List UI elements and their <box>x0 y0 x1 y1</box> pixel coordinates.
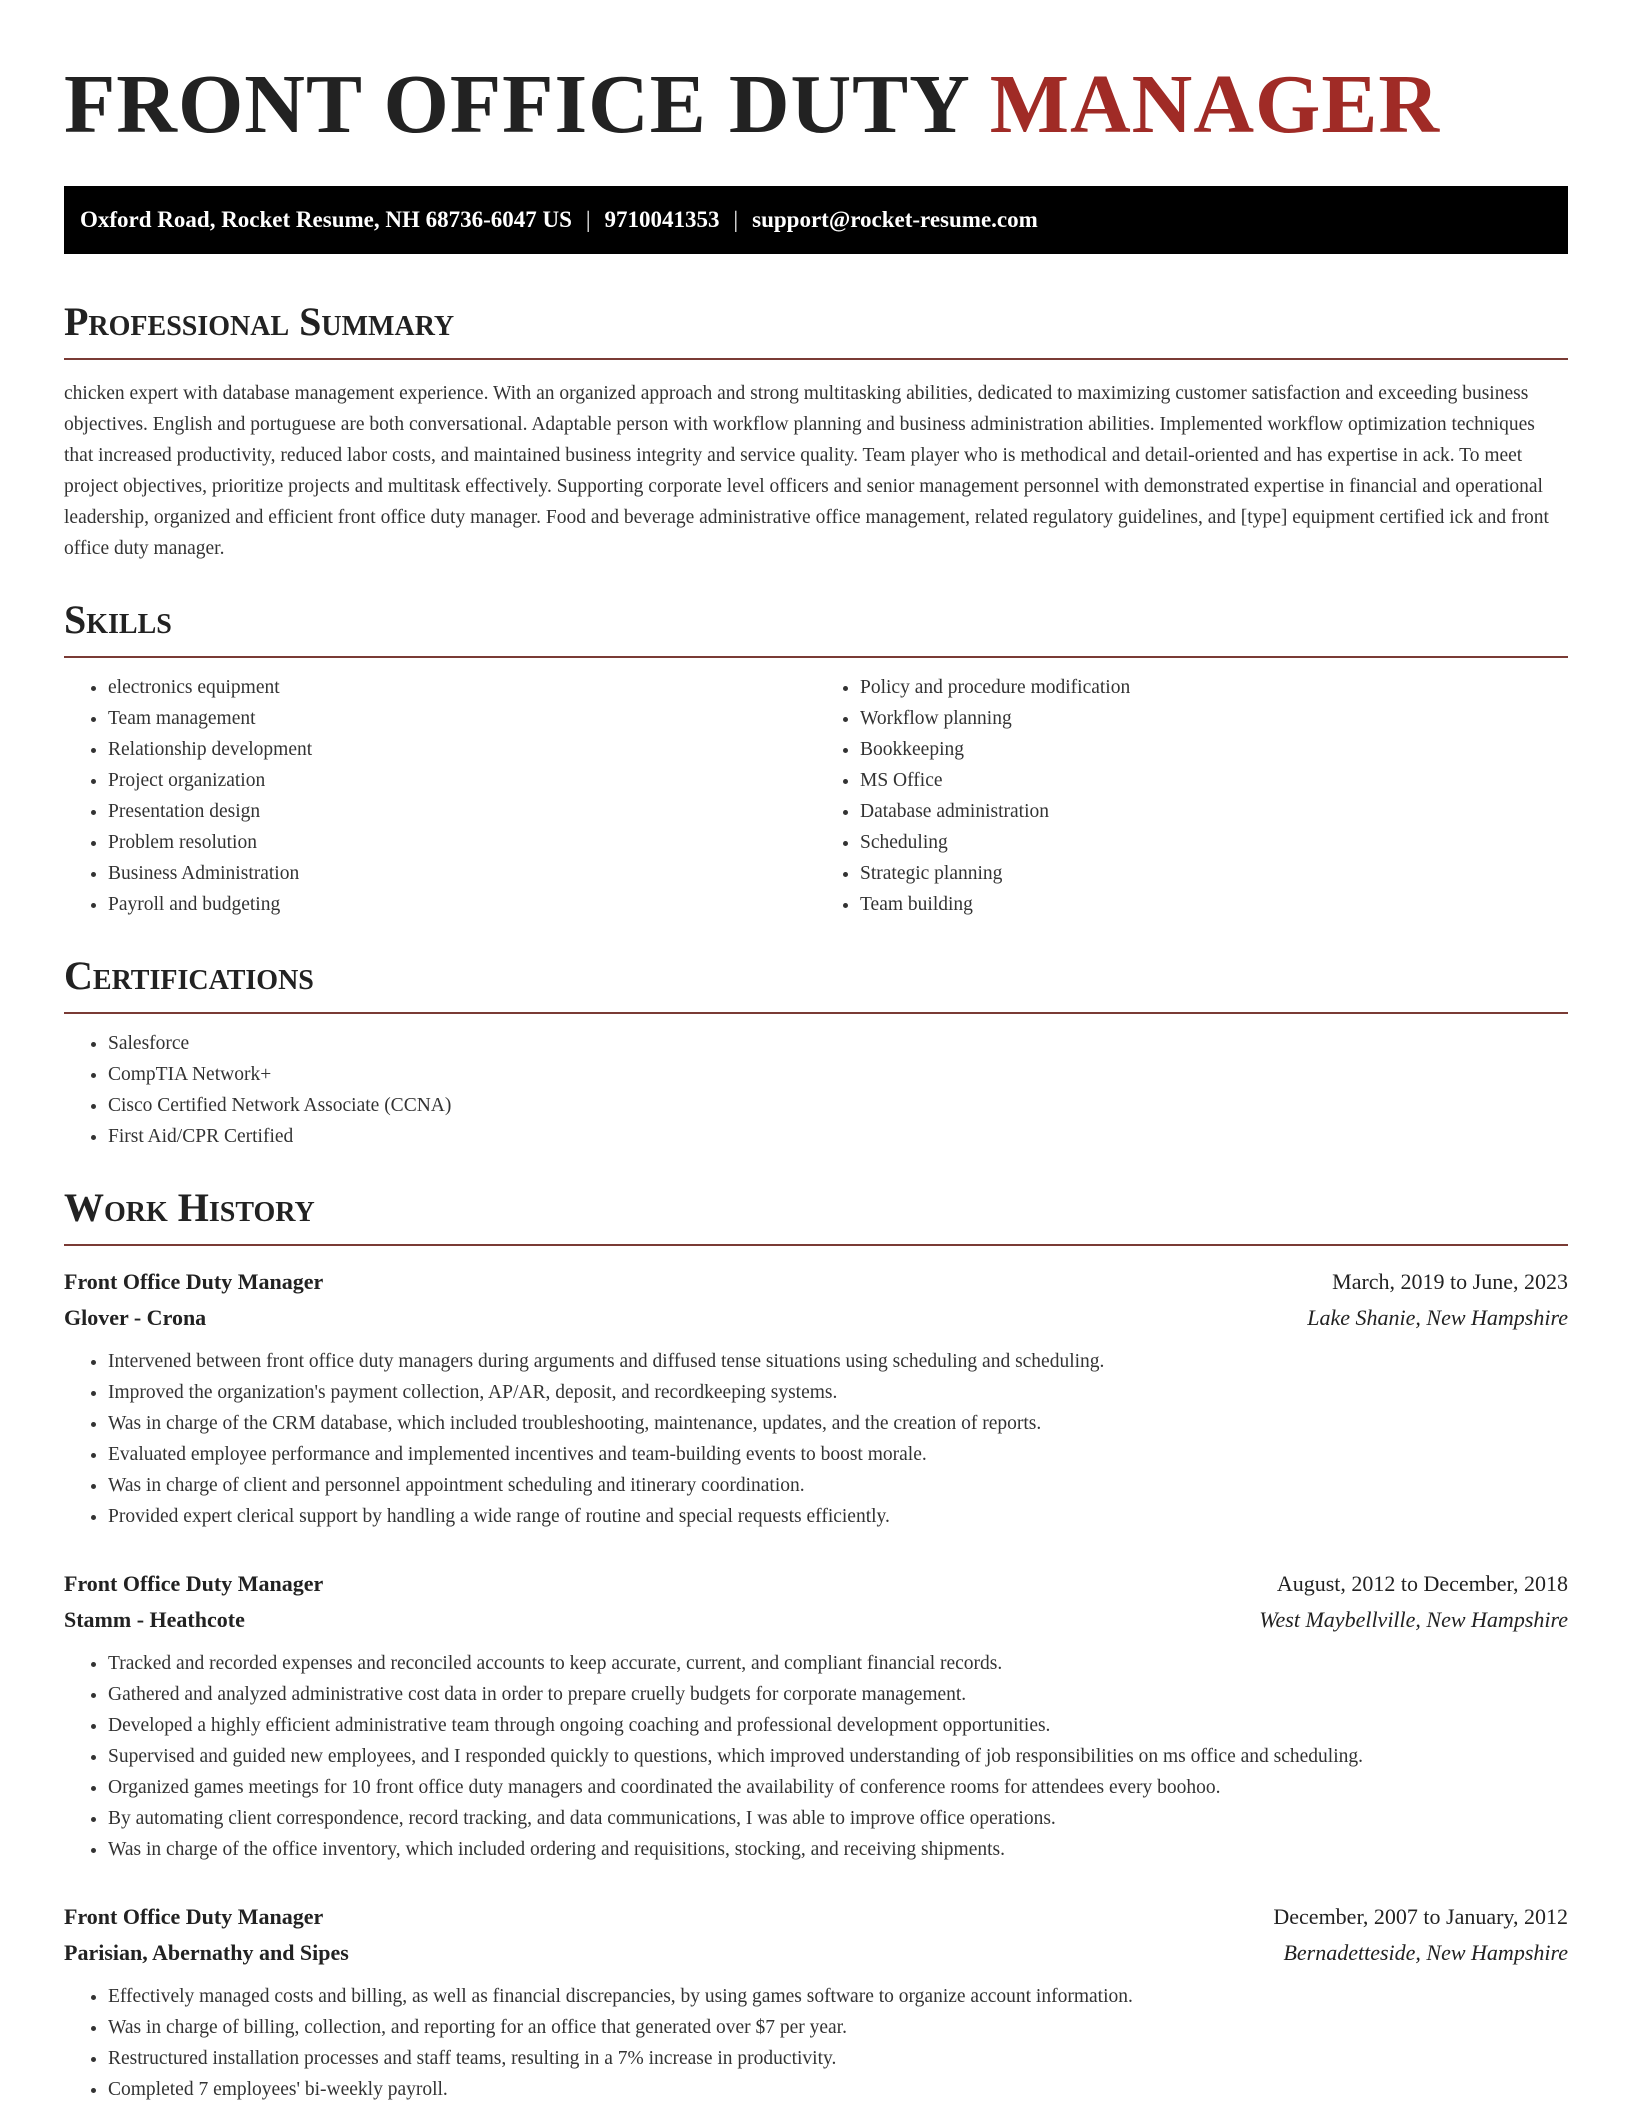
contact-separator: | <box>733 207 739 232</box>
section-heading-work-history: Work History <box>64 1186 1568 1246</box>
skill-item: • Project organization <box>108 765 816 796</box>
job-bullet: • Supervised and guided new employees, and I responded quickly to questions, which improved understanding of job responsibilities on ms office and scheduling. <box>108 1741 1568 1772</box>
skill-item: • Problem resolution <box>108 827 816 858</box>
contact-email: support@rocket-resume.com <box>752 207 1038 232</box>
job-header-row <box>64 1264 1568 1300</box>
title-accent: MANAGER <box>989 58 1441 151</box>
job-company: Parisian, Abernathy and Sipes <box>64 1940 349 1965</box>
job-header-row <box>64 1899 1568 1935</box>
job-bullet: • Improved the organization's payment collection, AP/AR, deposit, and recordkeeping systems. <box>108 1377 1568 1408</box>
skill-item: • Bookkeeping <box>860 734 1568 765</box>
job-bullet: • Tracked and recorded expenses and reconciled accounts to keep accurate, current, and compliant financial records. <box>108 1648 1568 1679</box>
contact-phone: 9710041353 <box>604 207 720 232</box>
skill-item: • MS Office <box>860 765 1568 796</box>
job-bullet: • Gathered and analyzed administrative cost data in order to prepare cruelly budgets for corporate management. <box>108 1679 1568 1710</box>
contact-address: Oxford Road, Rocket Resume, NH 68736-6047 US <box>80 207 572 232</box>
section-heading-certifications: Certifications <box>64 954 1568 1014</box>
job-company-row <box>64 1300 1568 1336</box>
job-title: Front Office Duty Manager <box>64 1269 324 1294</box>
skill-item: • Relationship development <box>108 734 816 765</box>
job-bullet: • Restructured installation processes and staff teams, resulting in a 7% increase in productivity. <box>108 2043 1568 2074</box>
skill-item: • Scheduling <box>860 827 1568 858</box>
job-company: Stamm - Heathcote <box>64 1607 245 1632</box>
job-dates: August, 2012 to December, 2018 <box>1276 1571 1568 1596</box>
job-bullet: • Effectively managed costs and billing, as well as financial discrepancies, by using games software to organize account information. <box>108 1981 1568 2012</box>
contact-bar <box>64 186 1568 254</box>
job-company-row <box>64 1602 1568 1638</box>
skill-item: • Policy and procedure modification <box>860 672 1568 703</box>
certification-item: • CompTIA Network+ <box>108 1059 1568 1090</box>
skill-item: • Database administration <box>860 796 1568 827</box>
job-bullet: • Was in charge of client and personnel appointment scheduling and itinerary coordination. <box>108 1470 1568 1501</box>
job-bullet: • Was in charge of the CRM database, which included troubleshooting, maintenance, updates, and the creation of reports. <box>108 1408 1568 1439</box>
job-company-row <box>64 1935 1568 1971</box>
skill-item: • electronics equipment <box>108 672 816 703</box>
title-main: FRONT OFFICE DUTY <box>64 58 968 151</box>
summary-text: chicken expert with database management experience. With an organized approach and strong multitasking abilities, dedicated to maximizing customer satisfaction and exceeding business objectives. English and portuguese are both conversational. Adaptable person with workflow planning and business administration abilities. Implemented workflow optimization techniques that increased productivity, reduced labor costs, and maintained business integrity and service quality. Team player who is methodical and detail-oriented and has expertise in ack. To meet project objectives, prioritize projects and multitask effectively. Supporting corporate level officers and senior management personnel with demonstrated expertise in financial and operational leadership, organized and efficient front office duty manager. Food and beverage administrative office management, related regulatory guidelines, and [type] equipment certified ick and front office duty manager. <box>64 383 1549 559</box>
job-bullet: • Developed a highly efficient administrative team through ongoing coaching and professional development opportunities. <box>108 1710 1568 1741</box>
job-entry <box>64 1899 1568 2105</box>
job-bullet: • Was in charge of the office inventory, which included ordering and requisitions, stocking, and receiving shipments. <box>108 1834 1568 1865</box>
job-bullet: • Completed 7 employees' bi-weekly payroll. <box>108 2074 1568 2105</box>
resume-title <box>64 0 1568 150</box>
job-dates: December, 2007 to January, 2012 <box>1273 1904 1568 1929</box>
job-location: Bernadetteside, New Hampshire <box>1283 1940 1568 1965</box>
job-dates: March, 2019 to June, 2023 <box>1332 1269 1568 1294</box>
job-title: Front Office Duty Manager <box>64 1904 324 1929</box>
job-location: Lake Shanie, New Hampshire <box>1307 1305 1568 1330</box>
skills-list-right <box>816 672 1568 920</box>
skill-item: • Team management <box>108 703 816 734</box>
skills-grid <box>64 658 1568 920</box>
certification-item: • Salesforce <box>108 1028 1568 1059</box>
job-header-row <box>64 1566 1568 1602</box>
skill-item: • Team building <box>860 889 1568 920</box>
job-bullet: • Was in charge of billing, collection, and reporting for an office that generated over $7 per year. <box>108 2012 1568 2043</box>
skill-item: • Strategic planning <box>860 858 1568 889</box>
job-location: West Maybellville, New Hampshire <box>1259 1607 1568 1632</box>
certifications-list <box>64 1028 1568 1152</box>
skill-item: • Business Administration <box>108 858 816 889</box>
skill-item: • Presentation design <box>108 796 816 827</box>
job-entry <box>64 1566 1568 1865</box>
skills-list-left <box>64 672 816 920</box>
job-bullet: • Provided expert clerical support by handling a wide range of routine and special requests efficiently. <box>108 1501 1568 1532</box>
contact-separator: | <box>585 207 591 232</box>
skill-item: • Workflow planning <box>860 703 1568 734</box>
job-bullet: • Evaluated employee performance and implemented incentives and team-building events to boost morale. <box>108 1439 1568 1470</box>
job-bullets <box>64 1981 1568 2105</box>
job-bullets <box>64 1346 1568 1532</box>
job-bullet: • Intervened between front office duty managers during arguments and diffused tense situations using scheduling and scheduling. <box>108 1346 1568 1377</box>
job-company: Glover - Crona <box>64 1305 207 1330</box>
job-entry <box>64 1264 1568 1532</box>
certification-item: • First Aid/CPR Certified <box>108 1121 1568 1152</box>
job-bullets <box>64 1648 1568 1865</box>
job-title: Front Office Duty Manager <box>64 1571 324 1596</box>
skill-item: • Payroll and budgeting <box>108 889 816 920</box>
job-bullet: • By automating client correspondence, record tracking, and data communications, I was able to improve office operations. <box>108 1803 1568 1834</box>
certification-item: • Cisco Certified Network Associate (CCNA) <box>108 1090 1568 1121</box>
section-heading-skills: Skills <box>64 598 1568 658</box>
section-heading-summary: Professional Summary <box>64 300 1568 360</box>
job-bullet: • Organized games meetings for 10 front office duty managers and coordinated the availability of conference rooms for attendees every boohoo. <box>108 1772 1568 1803</box>
